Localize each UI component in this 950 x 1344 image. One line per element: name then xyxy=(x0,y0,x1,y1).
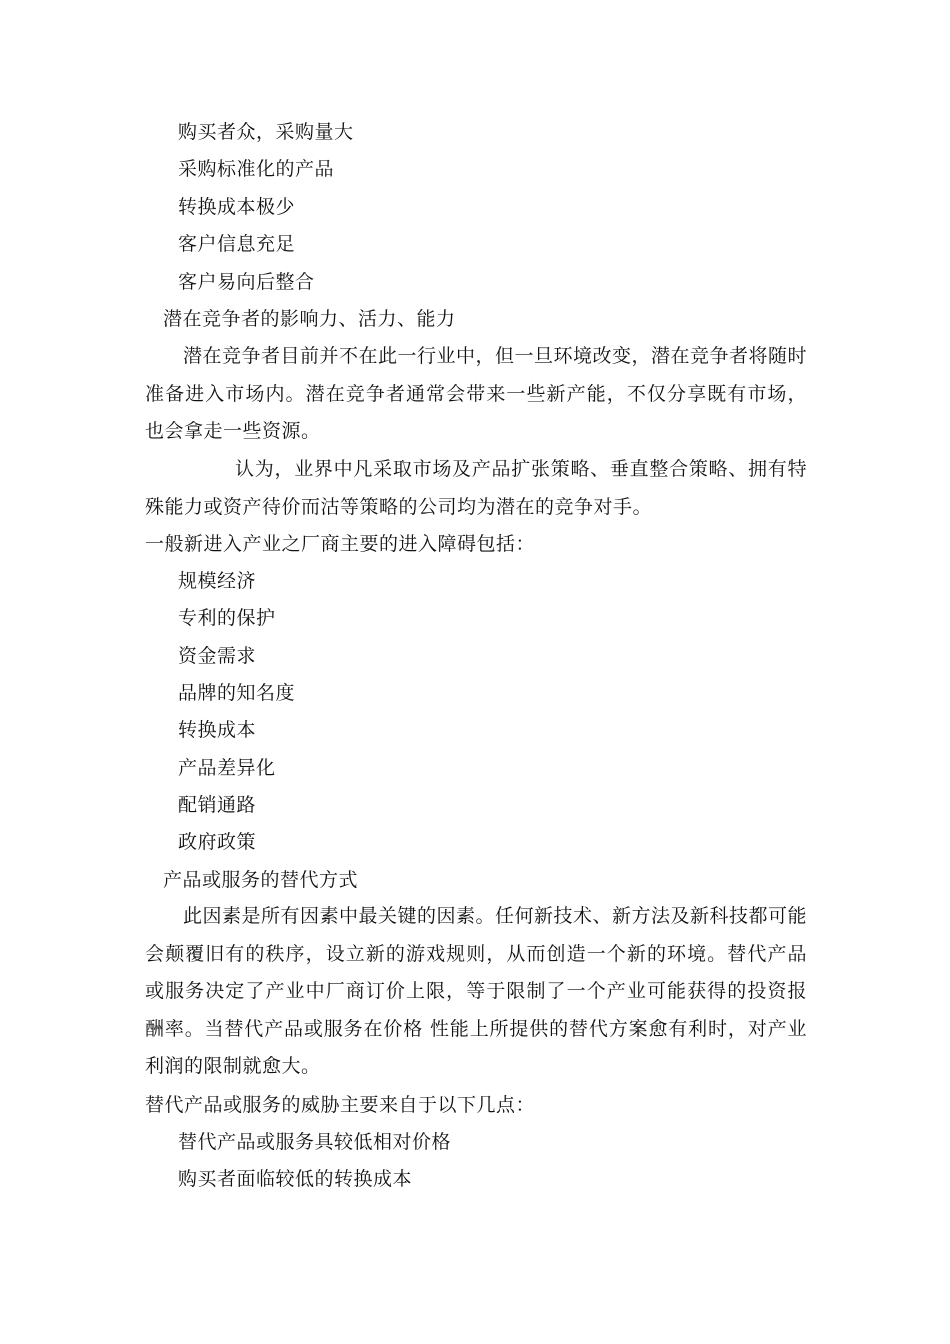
section-heading: 潜在竞争者的影响力、活力、能力 xyxy=(163,308,456,330)
list-item: 规模经济 xyxy=(178,570,257,592)
section-heading: 产品或服务的替代方式 xyxy=(163,869,359,891)
list-item: 产品差异化 xyxy=(178,757,276,779)
list-item: 品牌的知名度 xyxy=(178,682,296,704)
list-item: 客户信息充足 xyxy=(178,233,296,255)
paragraph: 潜在竞争者目前并不在此一行业中，但一旦环境改变，潜在竞争者将随时准备进入市场内。潜在竞争者通常会带来一些新产能，不仅分享既有市场，也会拿走一些资源。 xyxy=(145,345,808,442)
list-item: 转换成本 xyxy=(178,719,257,741)
paragraph: 此因素是所有因素中最关键的因素。任何新技术、新方法及新科技都可能会颠覆旧有的秩序，设立新的游戏规则，从而创造一个新的环境。替代产品或服务决定了产业中厂商订价上限，等于限制了一个产业可能获得的投资报酬率。当替代产品或服务在价格 性能上所提供的替代方案愈有利时，对产业利润的限制就愈大。 xyxy=(145,905,808,1077)
list-intro: 替代产品或服务的威胁主要来自于以下几点： xyxy=(145,1094,536,1116)
list-item: 专利的保护 xyxy=(178,607,276,629)
paragraph: 认为，业界中凡采取市场及产品扩张策略、垂直整合策略、拥有特殊能力或资产待价而沽等策略的公司均为潜在的竞争对手。 xyxy=(145,458,807,518)
list-item: 资金需求 xyxy=(178,645,257,667)
list-intro: 一般新进入产业之厂商主要的进入障碍包括： xyxy=(145,533,536,555)
list-item: 配销通路 xyxy=(178,794,257,816)
list-item: 政府政策 xyxy=(178,831,257,853)
list-item: 购买者众，采购量大 xyxy=(178,121,354,143)
list-item: 客户易向后整合 xyxy=(178,271,315,293)
list-item: 转换成本极少 xyxy=(178,196,296,218)
list-item: 替代产品或服务具较低相对价格 xyxy=(178,1131,452,1153)
list-item: 购买者面临较低的转换成本 xyxy=(178,1168,413,1190)
list-item: 采购标准化的产品 xyxy=(178,158,335,180)
